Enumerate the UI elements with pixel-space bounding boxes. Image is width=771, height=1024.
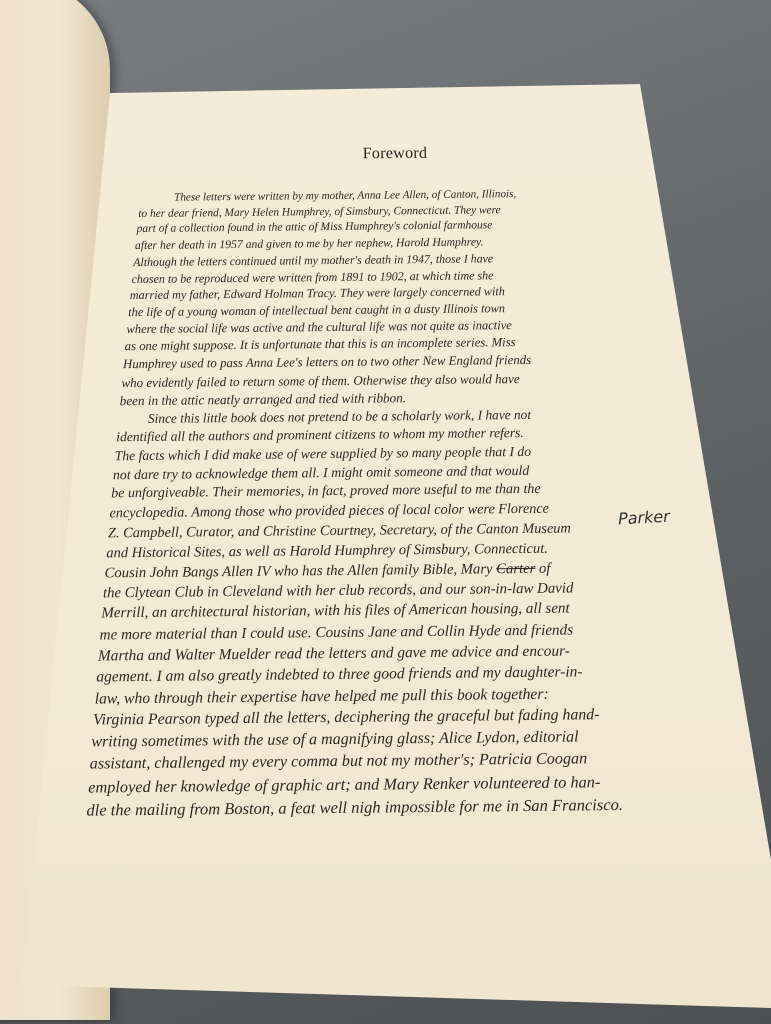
body-line: employed her knowledge of graphic art; and Mary Renker volunteered to han- [88,772,601,797]
body-line: after her death in 1957 and given to me by her nephew, Harold Humphrey. [134,235,484,253]
handwritten-annotation: Parker [617,506,671,529]
body-line: assistant, challenged my every comma but not my mother's; Patricia Coogan [89,750,588,773]
body-line: as one might suppose. It is unfortunate that this is an incomplete series. Miss [124,335,516,354]
body-line: me more material than I could use. Cousins Jane and Collin Hyde and friends [99,621,574,644]
body-line: be unforgiveable. Their memories, in fact, proved more useful to me than the [111,481,541,502]
body-line: writing sometimes with the use of a magnifying glass; Alice Lydon, editorial [91,728,579,751]
body-line: identified all the authors and prominent citizens to whom my mother refers. [116,425,524,445]
struck-word: Carter [496,560,536,577]
body-line: chosen to be reproduced were written from 1891 to 1902, at which time she [131,267,494,286]
body-line: The facts which I did make use of were supplied by so many people that I do [114,443,532,464]
body-line: the Clytean Club in Cleveland with her club records, and our son-in-law David [102,580,574,602]
body-line: to her dear friend, Mary Helen Humphrey, of Simsbury, Connecticut. They were [138,203,501,220]
body-line: Martha and Walter Muelder read the letters and gave me advice and encour- [97,642,570,665]
body-line: dle the mailing from Boston, a feat well nigh impossible for me in San Francisco. [86,794,624,820]
body-line: Cousin John Bangs Allen IV who has the Allen family Bible, Mary Carter of [104,560,551,581]
body-line: These letters were written by my mother, Anna Lee Allen, of Canton, Illinois, [173,188,517,204]
body-line: who evidently failed to return some of them. Otherwise they also would have [121,370,520,390]
body-line: Humphrey used to pass Anna Lee's letters on to two other New England friends [122,352,532,371]
body-line: part of a collection found in the attic of Miss Humphrey's colonial farmhouse [136,219,493,236]
body-line: not dare try to acknowledge them all. I might omit someone and that would [112,462,530,482]
body-line: Although the letters continued until my mother's death in 1947, those I have [133,251,494,270]
body-line: where the social life was active and the cultural life was not quite as inactive [126,318,512,337]
body-line: Since this little book does not pretend to be a scholarly work, I have not [147,406,532,426]
body-line: encyclopedia. Among those who provided pieces of local color were Florence [109,500,549,522]
body-line: been in the attic neatly arranged and tied with ribbon. [119,389,407,408]
page-title: Foreword [362,144,428,163]
body-line: and Historical Sites, as well as Harold Humphrey of Simsbury, Connecticut. [106,540,548,561]
body-line: Merrill, an architectural historian, with his files of American housing, all sent [101,600,570,622]
body-line: Z. Campbell, Curator, and Christine Courtney, Secretary, of the Canton Museum [107,520,571,542]
body-line: agement. I am also greatly indebted to three good friends and my daughter-in- [96,663,583,686]
body-line: married my father, Edward Holman Tracy. They were largely concerned with [129,284,505,303]
body-line: Virginia Pearson typed all the letters, deciphering the graceful but fading hand- [92,706,600,729]
body-line: the life of a young woman of intellectual bent caught in a dusty Illinois town [128,301,506,320]
body-line: law, who through their expertise have helped me pull this book together: [94,685,549,708]
